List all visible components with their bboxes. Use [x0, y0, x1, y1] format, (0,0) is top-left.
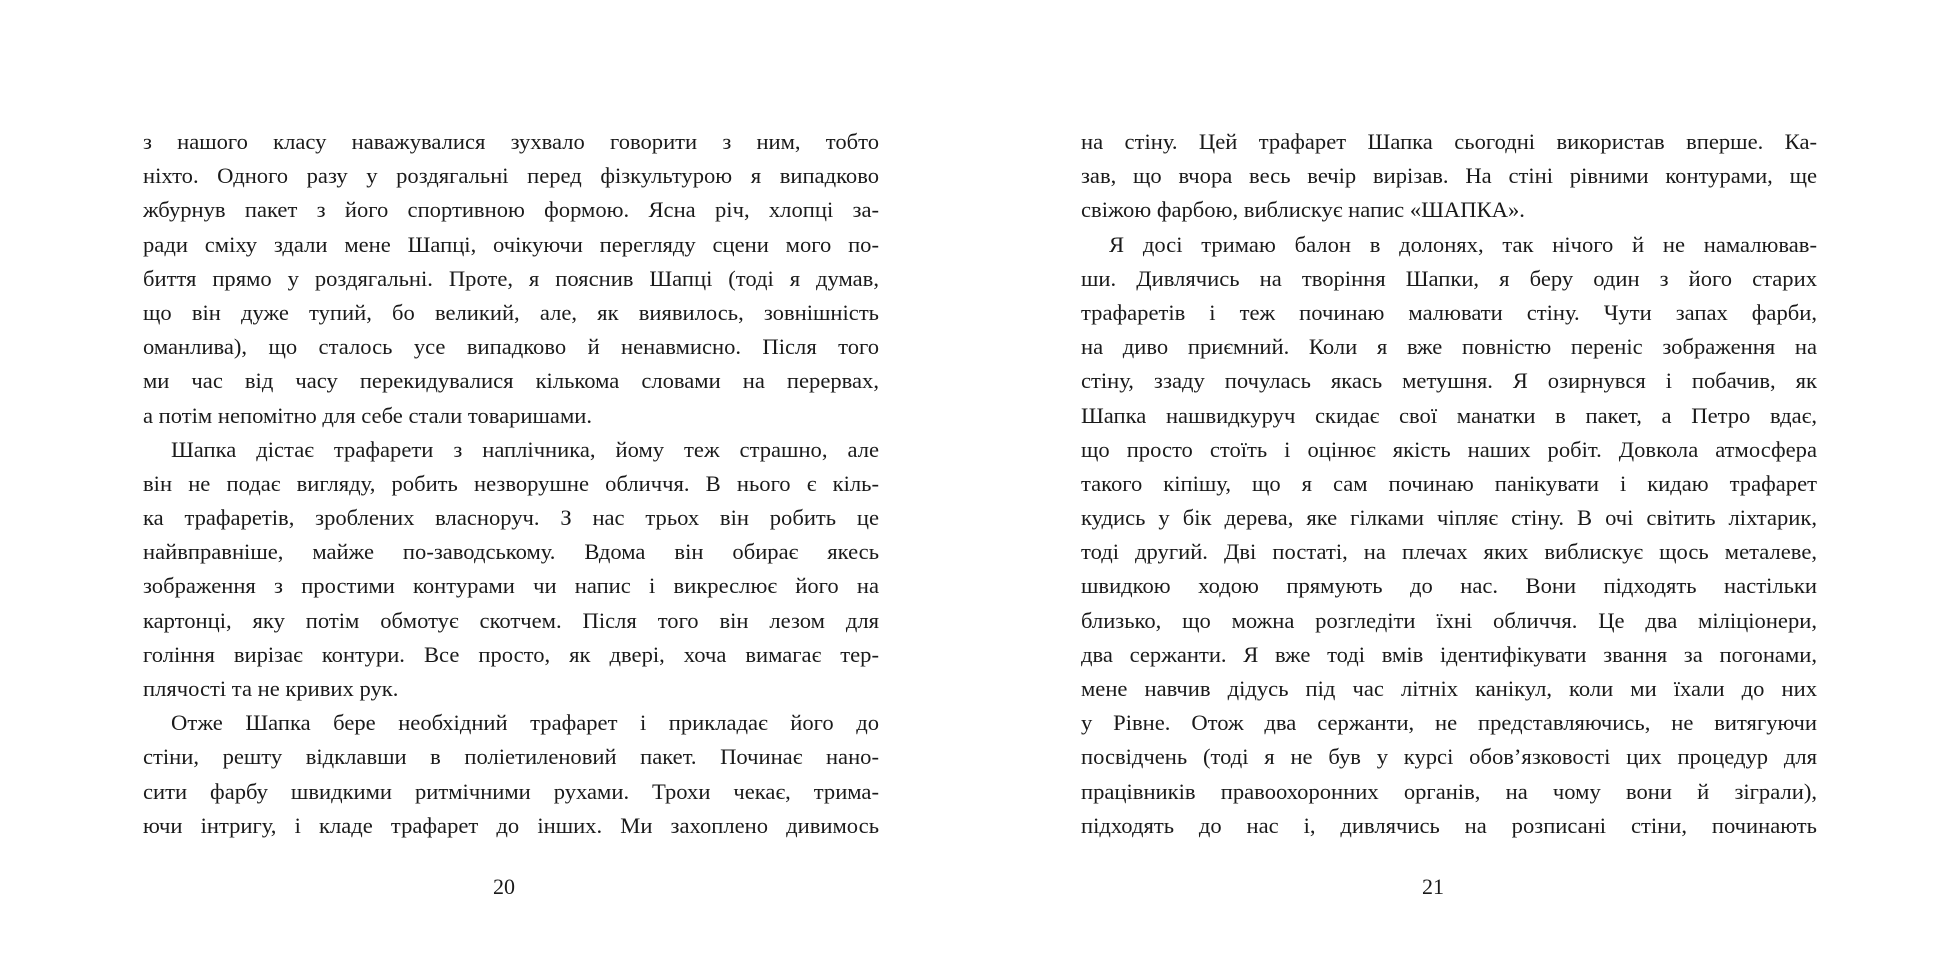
- left-page: [0, 0, 974, 980]
- text-line: ми час від часу перекидувалися кількома словами на перервах,: [143, 368, 879, 394]
- text-line: зображення з простими контурами чи напис і викреслює його на: [143, 573, 879, 599]
- text-line: биття прямо у роздягальні. Проте, я пояснив Шапці (тоді я думав,: [143, 265, 879, 291]
- text-line: мене навчив дідусь під час літніх канікул, коли ми їхали до них: [1081, 676, 1817, 701]
- page-number: 20: [493, 874, 515, 899]
- text-line: ши. Дивлячись на творіння Шапки, я беру один з його старих: [1081, 265, 1817, 291]
- text-line: на стіну. Цей трафарет Шапка сьогодні використав вперше. Ка-: [1081, 129, 1817, 154]
- text-line: у Рівне. Отож два сержанти, не представляючись, не витягуючи: [1081, 710, 1817, 736]
- text-line: посвідчень (тоді я не був у курсі обов’язковості цих процедур для: [1081, 744, 1817, 770]
- text-line: картонці, яку потім обмотує скотчем. Після того він лезом для: [143, 607, 879, 633]
- text-line: а потім непомітно для себе стали товаришами.: [143, 402, 592, 428]
- text-line: кудись у бік дерева, яке гілками чіпляє стіну. В очі світить ліхтарик,: [1081, 505, 1817, 531]
- right-page-text: [1081, 125, 1817, 843]
- paragraph-first-line: Шапка дістає трафарети з наплічника, йому теж страшно, але: [171, 436, 879, 462]
- text-line: такого кіпішу, що я сам починаю панікувати і кидаю трафарет: [1081, 470, 1817, 496]
- text-line: Шапка нашвидкуруч скидає свої манатки в пакет, а Петро вдає,: [1081, 402, 1817, 428]
- text-line: свіжою фарбою, виблискує напис «ШАПКА».: [1081, 197, 1525, 223]
- text-line: що він дуже тупий, бо великий, але, як виявилось, зовнішність: [143, 299, 879, 325]
- text-line: гоління вирізає контури. Все просто, як двері, хоча вимагає тер-: [143, 641, 879, 667]
- paragraph-first-line: Отже Шапка бере необхідний трафарет і прикладає його до: [171, 710, 879, 736]
- text-line: стіни, решту відклавши в поліетиленовий пакет. Починає нано-: [143, 744, 879, 770]
- text-line: на диво приємний. Коли я вже повністю переніс зображення на: [1081, 334, 1817, 360]
- text-line: ючи інтригу, і кладе трафарет до інших. Ми захоплено дивимось: [143, 812, 879, 838]
- text-line: близько, що можна розгледіти їхні обличчя. Це два міліціонери,: [1081, 607, 1817, 633]
- left-page-text: [143, 125, 879, 843]
- text-line: ніхто. Одного разу у роздягальні перед фізкультурою я випадково: [143, 163, 879, 189]
- text-line: стіну, ззаду почулась якась метушня. Я озирнувся і побачив, як: [1081, 368, 1817, 394]
- text-line: ради сміху здали мене Шапці, очікуючи перегляду сцени мого по-: [143, 231, 879, 257]
- text-line: плячості та не кривих рук.: [143, 676, 399, 701]
- text-line: оманлива), що сталось усе випадково й ненавмисно. Після того: [143, 334, 879, 360]
- right-page: [975, 0, 1949, 980]
- text-line: найвправніше, майже по-заводському. Вдома він обирає якесь: [143, 539, 879, 565]
- page-number: 21: [1422, 874, 1444, 899]
- text-line: зав, що вчора весь вечір вирізав. На стіні рівними контурами, ще: [1081, 163, 1817, 189]
- text-line: тоді другий. Дві постаті, на плечах яких виблискує щось металеве,: [1081, 539, 1817, 565]
- text-line: підходять до нас і, дивлячись на розписані стіни, починають: [1081, 812, 1817, 838]
- text-line: швидкою ходою прямують до нас. Вони підходять настільки: [1081, 573, 1817, 599]
- text-line: з нашого класу наважувалися зухвало говорити з ним, тобто: [143, 129, 879, 154]
- text-line: два сержанти. Я вже тоді вмів ідентифікувати звання за погонами,: [1081, 641, 1817, 667]
- text-line: ка трафаретів, зроблених власноруч. З нас трьох він робить це: [143, 505, 879, 531]
- text-line: що просто стоїть і оцінює якість наших робіт. Довкола атмосфера: [1081, 436, 1817, 462]
- text-line: жбурнув пакет з його спортивною формою. Ясна річ, хлопці за-: [143, 197, 879, 223]
- text-line: працівників правоохоронних органів, на чому вони й зіграли),: [1081, 778, 1817, 804]
- text-line: трафаретів і теж починаю малювати стіну. Чути запах фарби,: [1081, 299, 1817, 325]
- text-line: він не подає вигляду, робить незворушне обличчя. В нього є кіль-: [143, 470, 879, 496]
- paragraph-first-line: Я досі тримаю балон в долонях, так нічого й не намалював-: [1109, 231, 1817, 257]
- text-line: сити фарбу швидкими ритмічними рухами. Трохи чекає, трима-: [143, 778, 879, 804]
